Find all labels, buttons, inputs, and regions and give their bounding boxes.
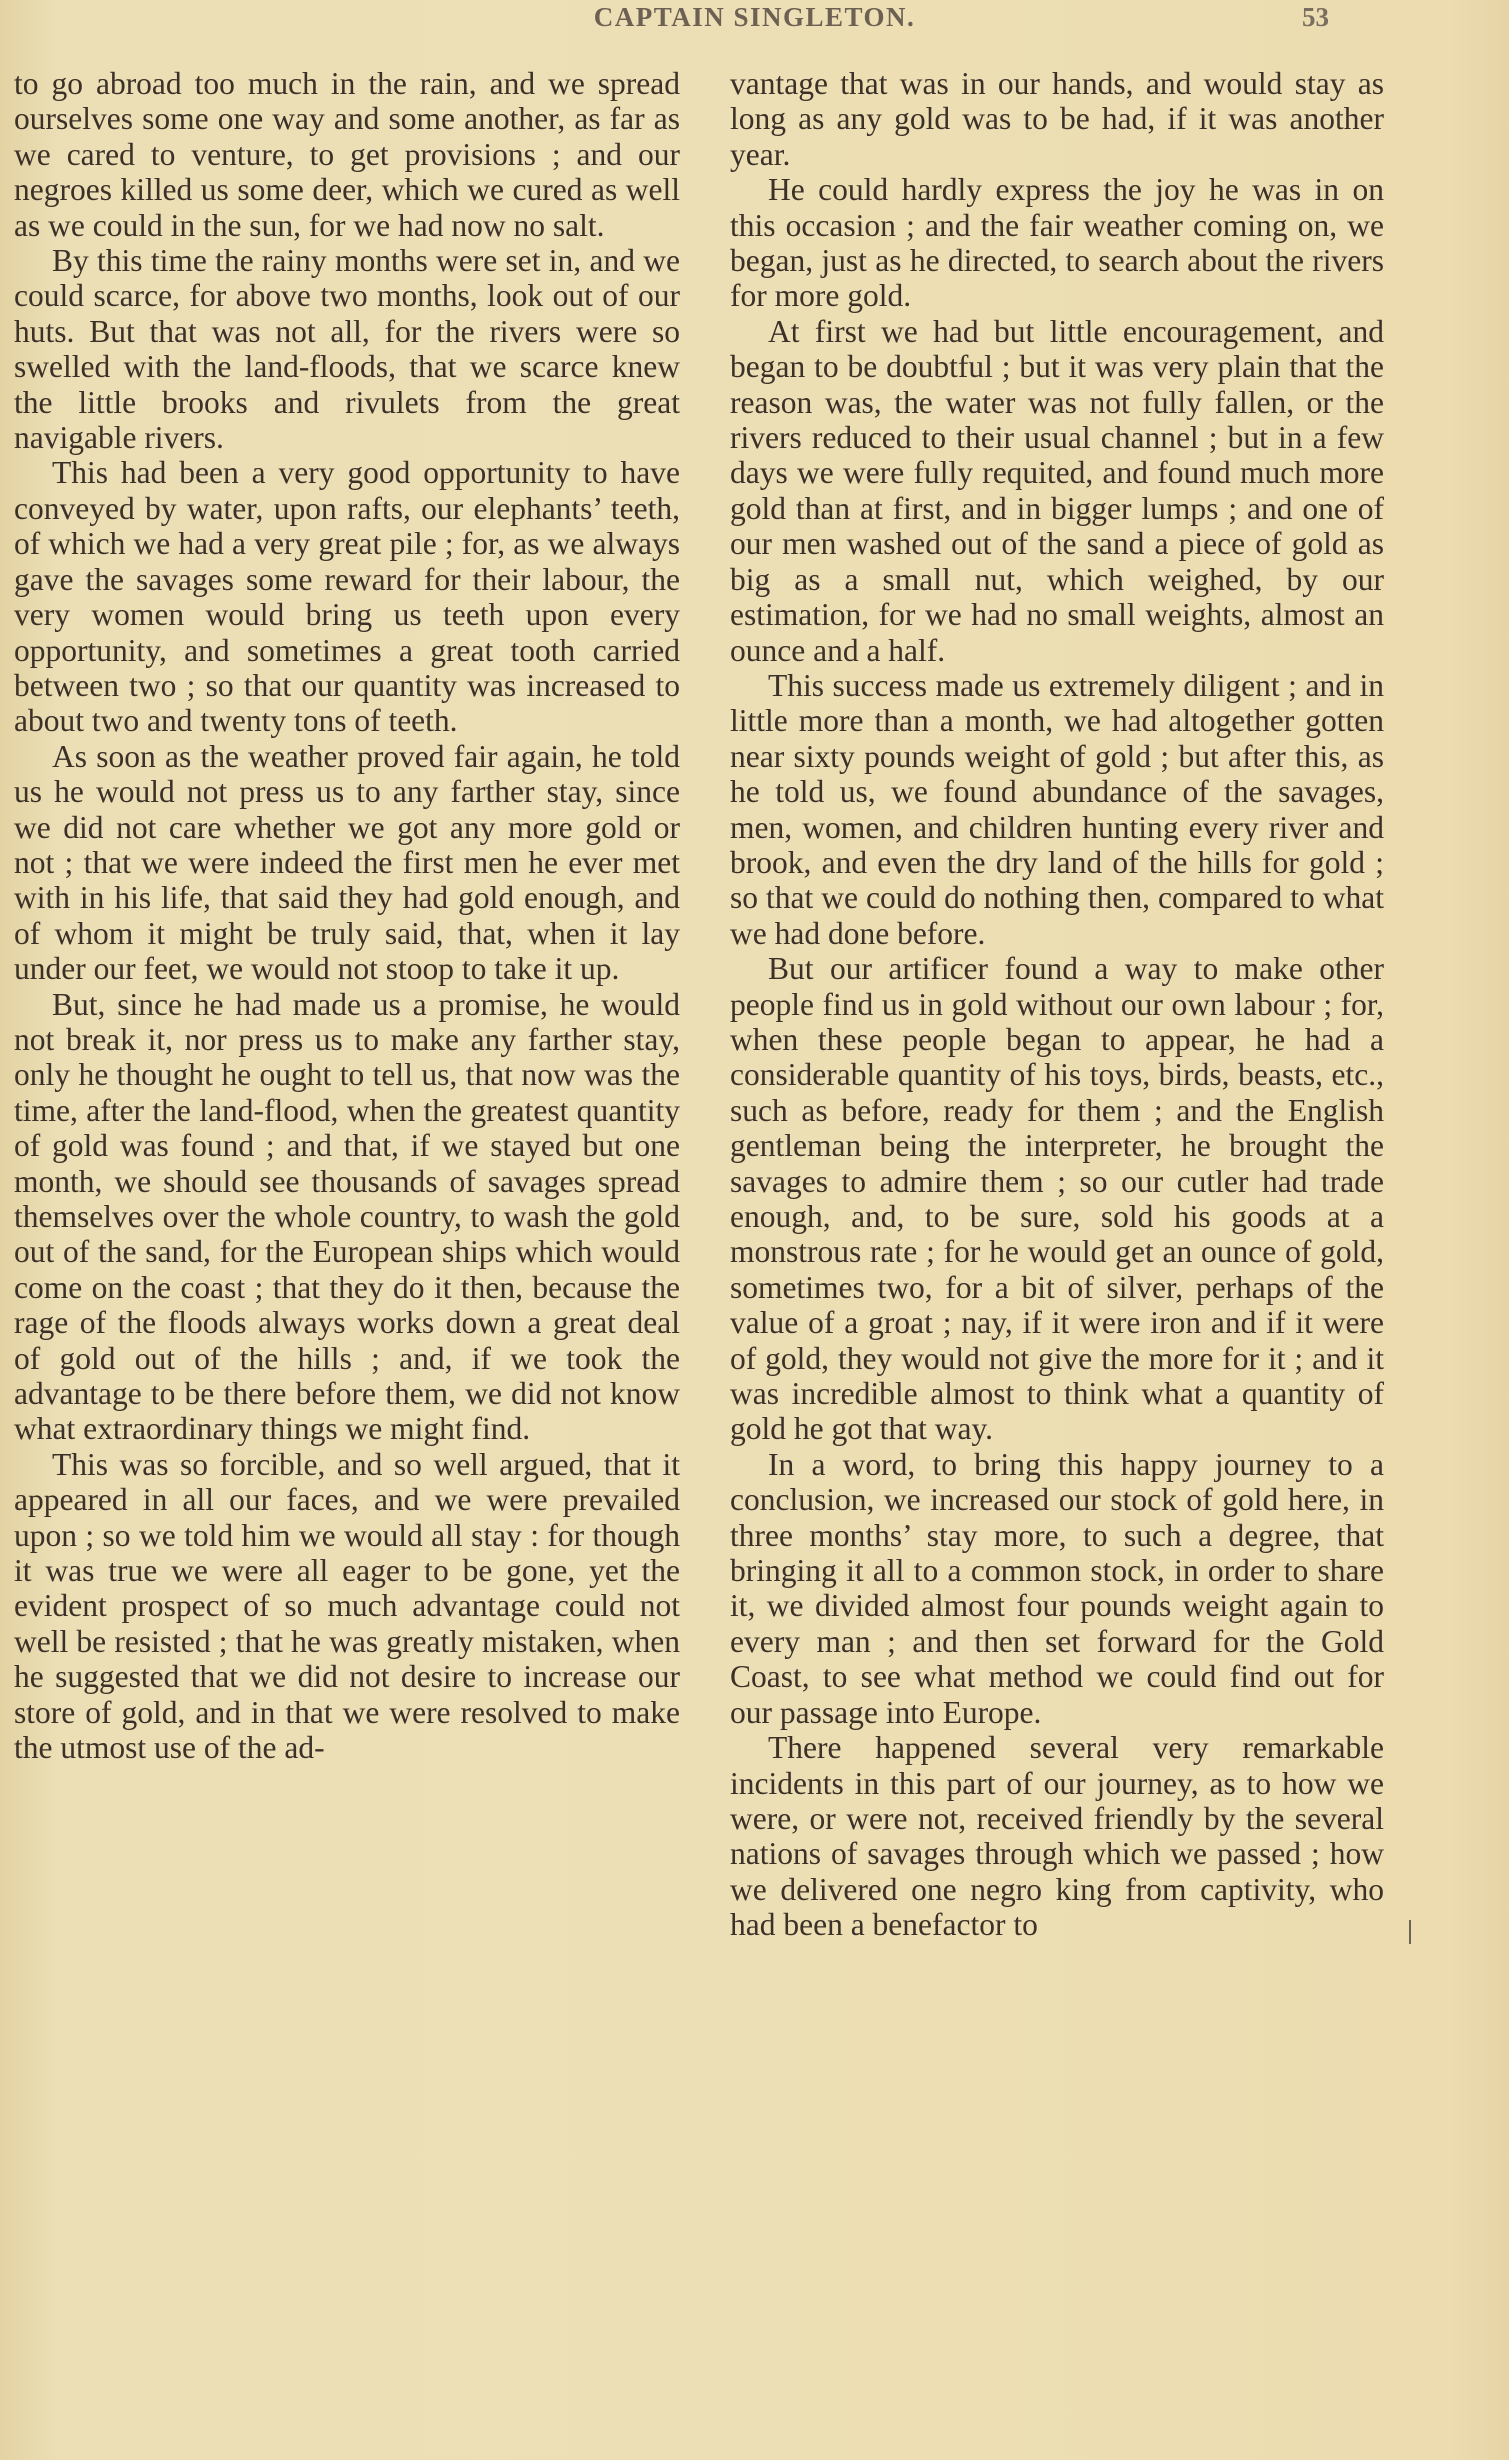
paragraph: There happened several very remarkable incidents in this part of our journey, as to how we were, or were not, received friendly by the several nations of savages through which we passed ; how we delivered one negro king from captivity, who had been a benefactor to — [730, 1730, 1384, 1943]
running-title: CAPTAIN SINGLETON. — [593, 2, 916, 32]
paragraph: By this time the rainy months were set in, and we could scarce, for above two months, look out of our huts. But that was not all, for the rivers were so swelled with the land-floods, that we scarce knew the little brooks and rivulets from the great navigable rivers. — [14, 243, 680, 456]
paragraph: He could hardly express the joy he was in on this occasion ; and the fair weather coming on, we began, just as he directed, to search about the rivers for more gold. — [730, 172, 1384, 314]
paragraph: This success made us extremely diligent ; and in little more than a month, we had altogether gotten near sixty pounds weight of gold ; but after this, as he told us, we found abundance of the savages, men, women, and children hunting every river and brook, and even the dry land of the hills for gold ; so that we could do nothing then, compared to what we had done before. — [730, 667, 1384, 951]
right-column — [730, 66, 1384, 1943]
left-column — [14, 66, 680, 1766]
paragraph: As soon as the weather proved fair again, he told us he would not press us to any farther stay, since we did not care whether we got any more gold or not ; that we were indeed the first men he ever met with in his life, that said they had gold enough, and of whom it might be truly said, that, when it lay under our feet, we would not stoop to take it up. — [14, 738, 680, 987]
running-header — [0, 0, 1509, 40]
paragraph: In a word, to bring this happy journey to a conclusion, we increased our stock of gold here, in three months’ stay more, to such a degree, that bringing it all to a common stock, in order to share it, we divided almost four pounds weight again to every man ; and then set forward for the Gold Coast, to see what method we could find out for our passage into Europe. — [730, 1446, 1384, 1730]
page-number: 53 — [1302, 2, 1329, 32]
paragraph: vantage that was in our hands, and would stay as long as any gold was to be had, if it was another year. — [730, 66, 1384, 172]
paragraph: to go abroad too much in the rain, and we spread ourselves some one way and some another, as far as we cared to venture, to get provisions ; and our negroes killed us some deer, which we cured as well as we could in the sun, for we had now no salt. — [14, 66, 680, 243]
paragraph: But, since he had made us a promise, he would not break it, nor press us to make any farther stay, only he thought he ought to tell us, that now was the time, after the land-flood, when the greatest quantity of gold was found ; and that, if we stayed but one month, we should see thousands of savages spread themselves over the whole country, to wash the gold out of the sand, for the European ships which would come on the coast ; that they do it then, because the rage of the floods always works down a great deal of gold out of the hills ; and, if we took the advantage to be there before them, we did not know what extraordinary things we might find. — [14, 986, 680, 1447]
paragraph: This had been a very good opportunity to have conveyed by water, upon rafts, our elephants’ teeth, of which we had a very great pile ; for, as we always gave the savages some reward for their labour, the very women would bring us teeth upon every opportunity, and sometimes a great tooth carried between two ; so that our quantity was increased to about two and twenty tons of teeth. — [14, 455, 680, 739]
paragraph: But our artificer found a way to make other people find us in gold without our own labour ; for, when these people began to appear, he had a considerable quantity of his toys, birds, beasts, etc., such as before, ready for them ; and the English gentleman being the interpreter, he brought the savages to admire them ; so our cutler had trade enough, and, to be sure, sold his goods at a monstrous rate ; for he would get an ounce of gold, sometimes two, for a bit of silver, perhaps of the value of a groat ; nay, if it were iron and if it were of gold, they would not give the more for it ; and it was incredible almost to think what a quantity of gold he got that way. — [730, 951, 1384, 1447]
paragraph: At first we had but little encouragement, and began to be doubtful ; but it was very plain that the reason was, the water was not fully fallen, or the rivers reduced to their usual channel ; but in a few days we were fully requited, and found much more gold than at first, and in bigger lumps ; and one of our men washed out of the sand a piece of gold as big as a small nut, which weighed, by our estimation, for we had no small weights, almost an ounce and a half. — [730, 313, 1384, 668]
paragraph: This was so forcible, and so well argued, that it appeared in all our faces, and we were prevailed upon ; so we told him we would all stay : for though it was true we were all eager to be gone, yet the evident prospect of so much advantage could not well be resisted ; that he was greatly mistaken, when he suggested that we did not desire to increase our store of gold, and in that we were resolved to make the utmost use of the ad- — [14, 1446, 680, 1766]
margin-mark — [1409, 1920, 1411, 1944]
